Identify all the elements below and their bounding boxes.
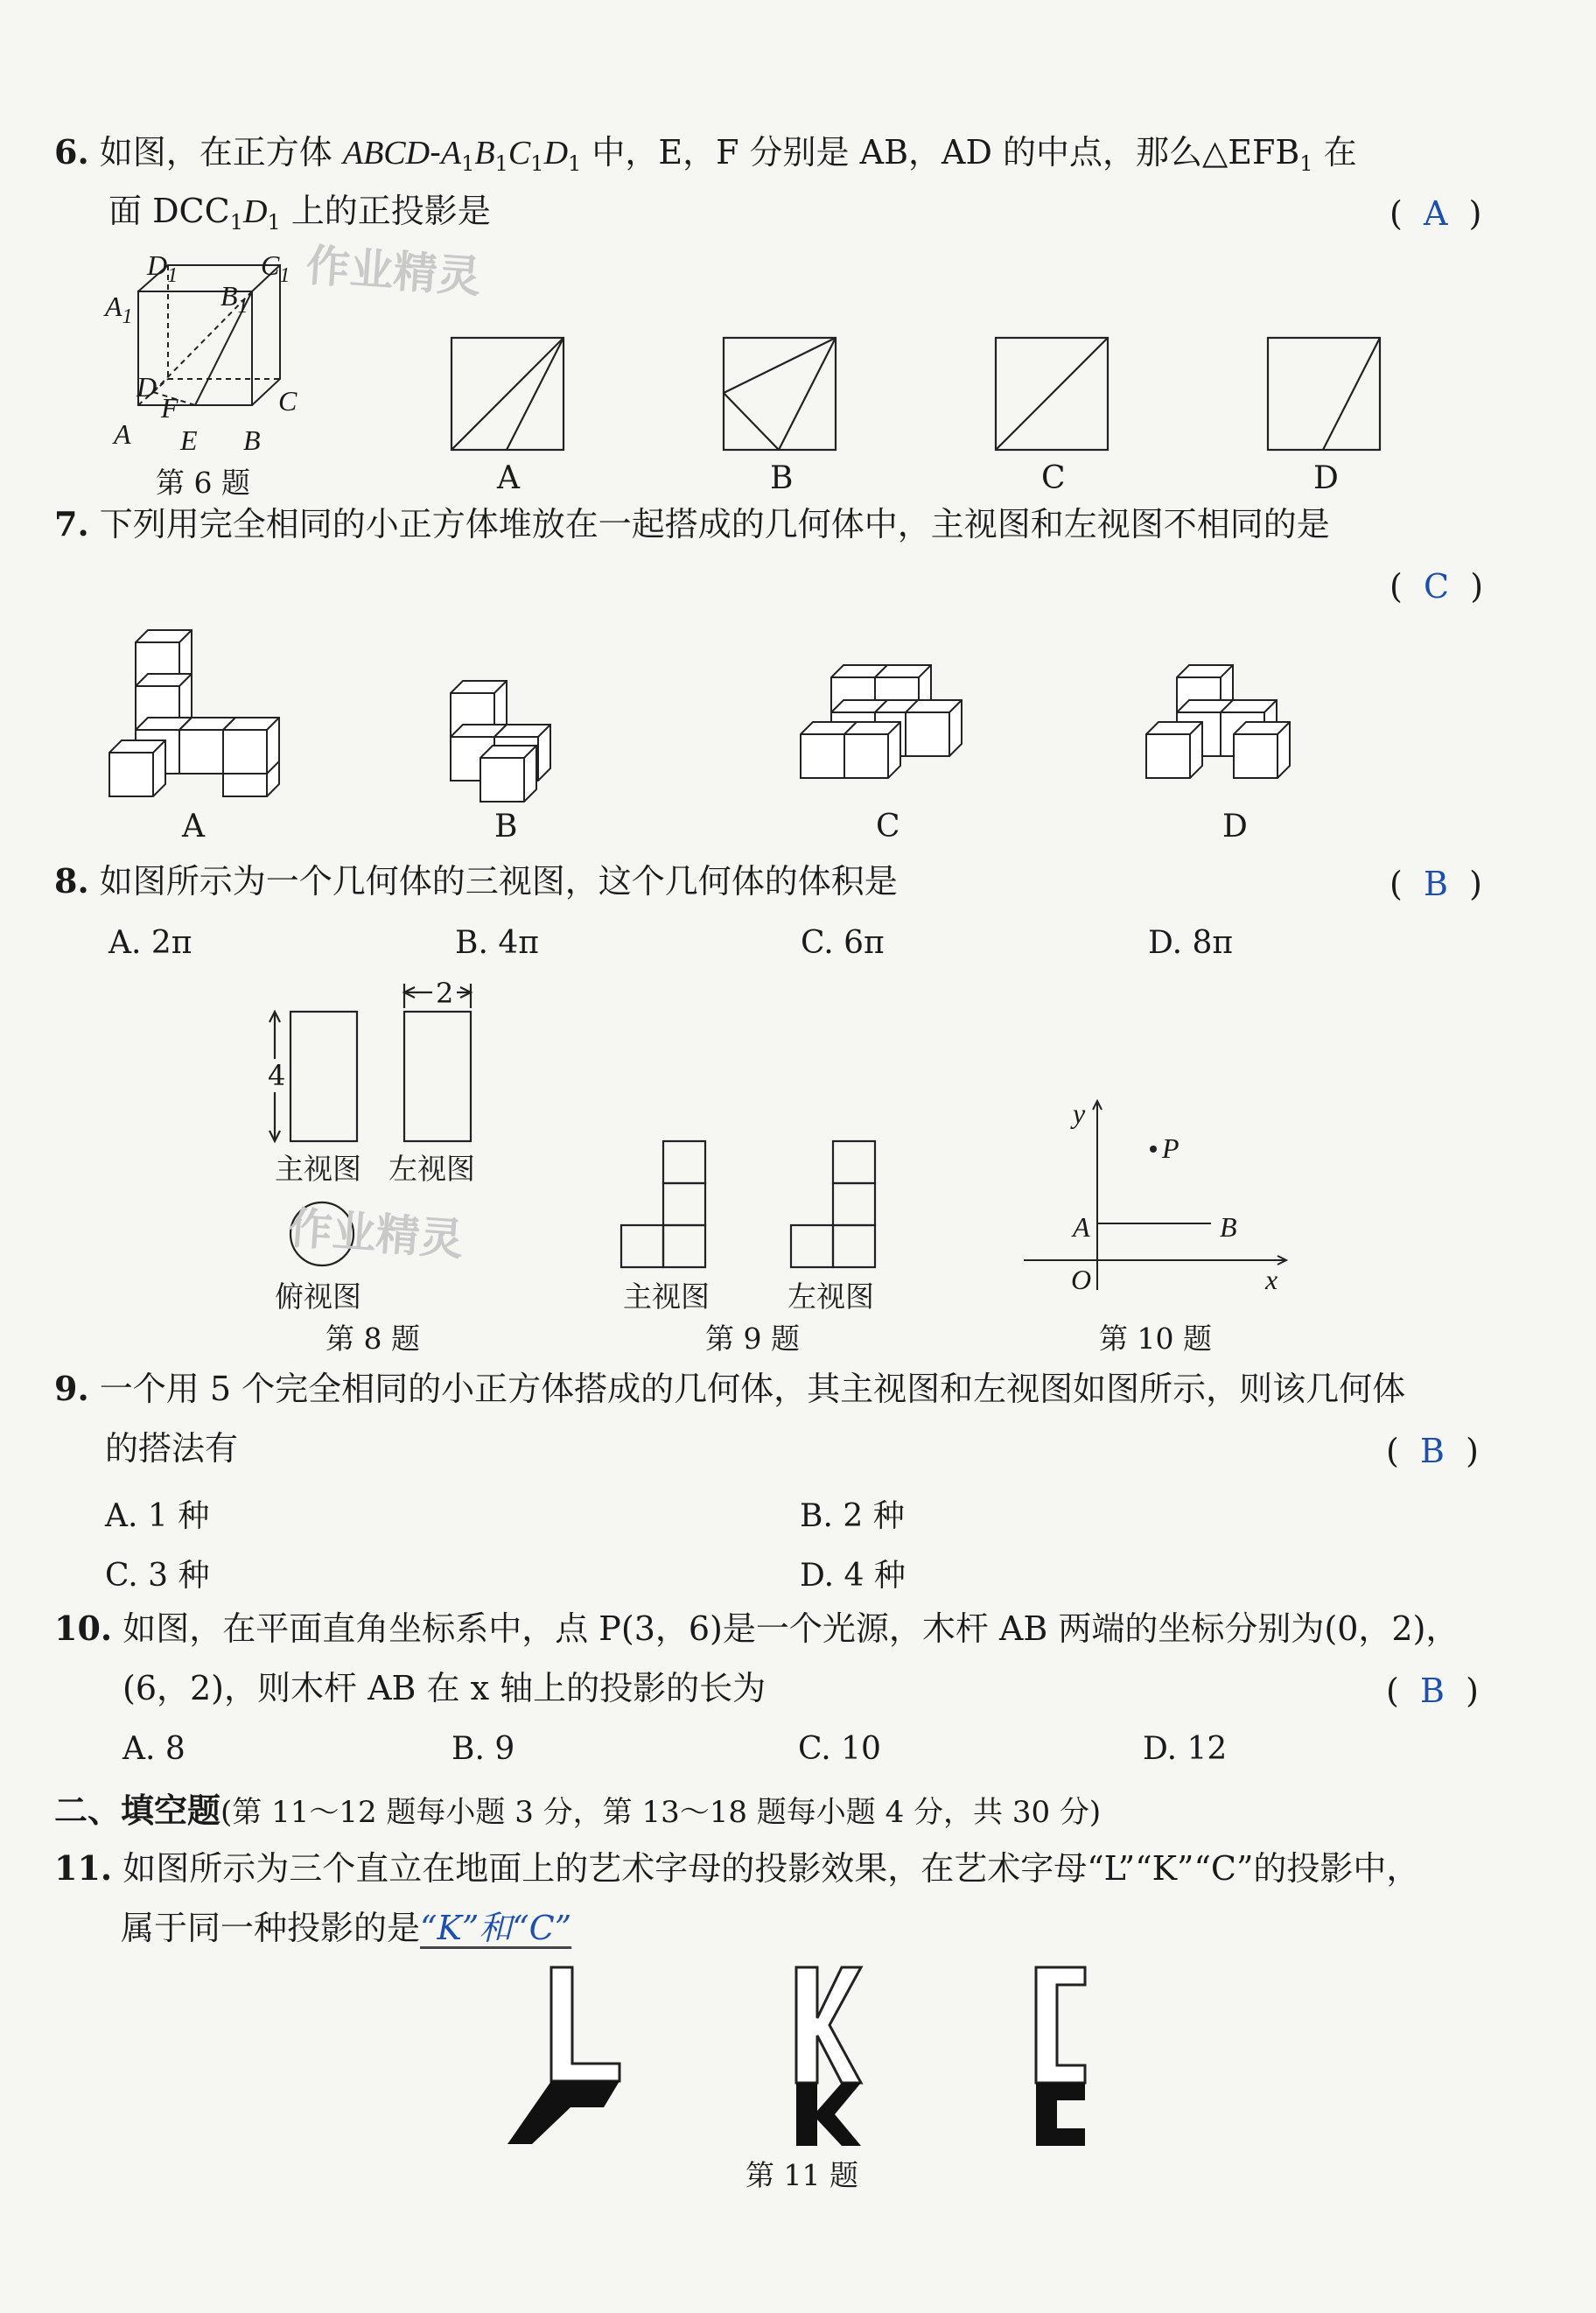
q10-line2: (6，2)，则木杆 AB 在 x 轴上的投影的长为: [122, 1669, 766, 1707]
q10-coordinate-figure: [1015, 1094, 1304, 1295]
q6-text-b: ABCD: [342, 135, 430, 172]
q9-left-label: 左视图: [788, 1279, 874, 1314]
q8-top-label: 俯视图: [275, 1279, 361, 1314]
label-B1-sub: 1: [237, 295, 248, 318]
q6-option-b-label: B: [770, 460, 794, 496]
q9-answer: B: [1419, 1432, 1445, 1470]
q8-option-b: B. 4π: [455, 925, 539, 961]
label-D1-letter: D: [147, 249, 168, 281]
q6-option-a-label: A: [497, 460, 520, 496]
label-C1: [261, 249, 290, 288]
label-A: A: [114, 418, 131, 450]
q7-option-a-label: A: [182, 809, 205, 845]
q11-caption: 第 11 题: [746, 2158, 858, 2192]
letter-C-shadow: [1036, 2083, 1085, 2146]
q6-option-a-figure: [451, 337, 566, 451]
q8-text: 如图所示为一个几何体的三视图，这个几何体的体积是: [99, 862, 898, 901]
section2-note: (第 11～12 题每小题 3 分，第 13～18 题每小题 4 分，共 30 分): [220, 1795, 1102, 1830]
q6-sub-2: 1: [494, 151, 508, 176]
q10-answer: B: [1419, 1672, 1445, 1710]
q7-option-b-label: B: [494, 809, 518, 845]
letter-L-shadow: [508, 2081, 620, 2144]
q10-b-label: B: [1220, 1211, 1237, 1243]
q8-caption: 第 8 题: [326, 1321, 420, 1356]
label-C: C: [278, 385, 298, 417]
q6-sub-3: 1: [530, 151, 544, 176]
q10-line1: [54, 1609, 1460, 1648]
q6-answer-bracket: ( A ): [1390, 194, 1482, 233]
q8-line1: [54, 861, 898, 901]
q6-text-i: 在: [1312, 133, 1357, 172]
q6-text-d: A: [440, 135, 462, 172]
q7-text: 下列用完全相同的小正方体堆放在一起搭成的几何体中，主视图和左视图不相同的是: [99, 505, 1330, 543]
q6-option-c-label: C: [1041, 460, 1066, 496]
q10-o-label: O: [1071, 1264, 1092, 1295]
q6-line2-end: 上的正投影是: [280, 192, 491, 230]
q9-views: [621, 1138, 892, 1278]
q11-text-1: 如图所示为三个直立在地面上的艺术字母的投影效果，在艺术字母“L”“K”“C”的投影中，: [122, 1849, 1420, 1888]
q6-line2: [108, 194, 491, 233]
label-A1: [105, 291, 133, 329]
q6-line2-sub2: 1: [267, 210, 281, 235]
label-D: D: [136, 371, 158, 403]
q10-text-1: 如图，在平面直角坐标系中，点 P(3，6)是一个光源，木杆 AB 两端的坐标分别为(0，2)，: [122, 1609, 1460, 1648]
label-B1-letter: B: [220, 280, 238, 312]
q7-figures-cd: [788, 648, 1400, 805]
label-C1-letter: C: [261, 249, 280, 281]
q7-option-c-label: C: [876, 809, 900, 845]
q7-option-d-label: D: [1222, 809, 1248, 845]
label-F: F: [161, 392, 178, 424]
letter-C: [1036, 1967, 1085, 2083]
letter-L: [551, 1967, 620, 2081]
q9-line2: 的搭法有: [105, 1429, 239, 1468]
q11-letters-figure: [499, 1960, 1111, 2153]
q7-number: 7.: [54, 504, 89, 543]
q9-front-label: 主视图: [623, 1279, 710, 1314]
q6-line2-sub1: 1: [229, 210, 243, 235]
q6-caption: 第 6 题: [156, 466, 250, 500]
q8-option-a: A. 2π: [108, 925, 192, 961]
q11-line1: [54, 1848, 1420, 1888]
q11-answer: “K”和“C”: [420, 1909, 572, 1947]
q8-option-c: C. 6π: [801, 925, 885, 961]
q7-answer: C: [1423, 567, 1450, 606]
q6-text-g: D: [543, 135, 569, 172]
label-B1: [220, 280, 248, 319]
q6-sub-1: 1: [461, 151, 475, 176]
label-A1-letter: A: [105, 291, 122, 322]
q10-y-label: y: [1073, 1097, 1086, 1129]
q9-option-c: C. 3 种: [105, 1558, 210, 1594]
label-A1-sub: 1: [122, 305, 133, 328]
q9-number: 9.: [54, 1369, 89, 1408]
q9-answer-bracket: ( B ): [1386, 1432, 1479, 1470]
q9-caption: 第 9 题: [705, 1321, 800, 1356]
label-D1: [147, 249, 178, 288]
q6-text-a: 如图，在正方体: [99, 133, 343, 172]
q7-answer-bracket: ( C ): [1390, 567, 1484, 606]
q6-line1: [54, 132, 1357, 176]
letter-K: [796, 1967, 861, 2083]
watermark-2: 作业精灵: [286, 1202, 466, 1265]
q8-left-label: 左视图: [388, 1152, 475, 1186]
q6-text-h: 中，E，F 分别是 AB，AD 的中点，那么△EFB: [581, 133, 1300, 172]
q8-left-view: [404, 1012, 471, 1141]
q9-option-d: D. 4 种: [800, 1558, 906, 1594]
q6-sub-5: 1: [1299, 151, 1313, 176]
q6-text-c: -: [430, 133, 441, 172]
q6-number: 6.: [54, 132, 89, 172]
section2-heading: [54, 1791, 1102, 1830]
q10-option-c: C. 10: [798, 1731, 881, 1767]
q10-option-a: A. 8: [122, 1731, 186, 1767]
q8-answer: B: [1423, 865, 1448, 903]
q6-text-e: B: [474, 135, 495, 172]
q10-a-label: A: [1073, 1211, 1090, 1243]
q6-option-c-figure: [995, 337, 1110, 451]
q8-front-label: 主视图: [275, 1152, 361, 1186]
q9-text-1: 一个用 5 个完全相同的小正方体搭成的几何体，其主视图和左视图如图所示，则该几何体: [99, 1370, 1406, 1408]
watermark-1: 作业精灵: [304, 240, 483, 303]
q6-text-f: C: [508, 135, 531, 172]
q10-number: 10.: [54, 1609, 113, 1648]
q6-sub-4: 1: [568, 151, 582, 176]
label-B: B: [243, 424, 261, 456]
q10-x-label: x: [1265, 1264, 1278, 1295]
q6-line2-a: 面 DCC: [108, 192, 230, 230]
q6-option-d-figure: [1267, 337, 1382, 451]
q9-line1: [54, 1369, 1406, 1408]
q10-caption: 第 10 题: [1099, 1321, 1212, 1356]
q9-option-b: B. 2 种: [800, 1498, 905, 1534]
q6-line2-d: D: [242, 193, 268, 230]
q7-figures-ab: [101, 621, 713, 805]
q10-option-b: B. 9: [452, 1731, 515, 1767]
q11-line2: [121, 1911, 571, 1945]
q10-option-d: D. 12: [1143, 1731, 1228, 1767]
label-E: E: [180, 424, 198, 456]
q6-answer: A: [1423, 194, 1448, 233]
q11-number: 11.: [54, 1848, 113, 1888]
q9-option-a: A. 1 种: [105, 1498, 210, 1534]
q6-option-d-label: D: [1313, 460, 1339, 496]
q10-answer-bracket: ( B ): [1386, 1672, 1479, 1710]
label-C1-sub: 1: [279, 264, 290, 287]
q8-number: 8.: [54, 861, 89, 901]
label-D1-sub: 1: [167, 264, 178, 287]
q8-answer-bracket: ( B ): [1390, 865, 1482, 903]
q8-dim-height: 4: [268, 1059, 286, 1092]
q10-p-label: P: [1162, 1132, 1180, 1164]
q7-line1: [54, 504, 1330, 543]
q8-front-view: [290, 1012, 357, 1141]
letter-K-shadow: [796, 2083, 861, 2146]
q6-option-b-figure: [723, 337, 838, 451]
q11-text-2: 属于同一种投影的是: [121, 1909, 421, 1947]
section2-title: 二、填空题: [54, 1791, 221, 1830]
q8-dim-width: 2: [432, 977, 457, 1010]
q8-option-d: D. 8π: [1148, 925, 1234, 961]
